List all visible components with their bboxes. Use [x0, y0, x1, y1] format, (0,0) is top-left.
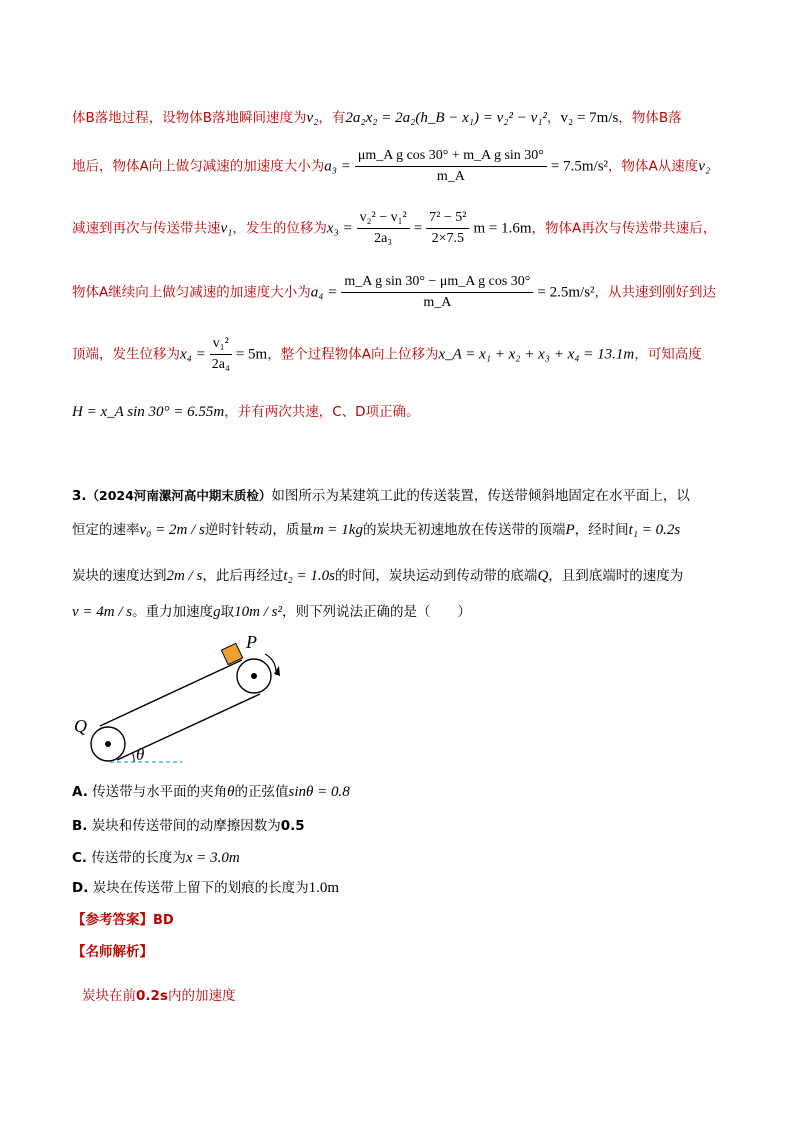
math-sin-theta: sinθ = 0.8 [288, 784, 350, 800]
math-t1: t₁ = 0.2s [628, 522, 681, 538]
answer-value: BD [153, 913, 174, 928]
text: 减速到再次与传送带共速 [72, 220, 221, 237]
fraction-numerator: μm_A g cos 30° + m_A g sin 30° [355, 148, 547, 167]
text: 传送带与水平面的夹角 [92, 784, 228, 800]
text: 顶端，发生位移为 [72, 346, 180, 363]
text: ，可知高度 [634, 346, 702, 363]
math-x4: x₄ = [180, 346, 206, 363]
math-a3: a₃ = [324, 158, 351, 175]
text: 传送带的长度为 [91, 850, 186, 866]
option-label: A. [72, 784, 88, 800]
rotation-arrowhead [274, 666, 280, 676]
option-c [72, 846, 240, 867]
math-m: m = 1kg [312, 522, 363, 538]
fraction-a3 [355, 148, 547, 185]
analysis-heading [72, 940, 153, 960]
fraction-denominator: m_A [423, 295, 452, 310]
math-time: 0.2s [136, 988, 168, 1004]
conveyor-diagram [70, 632, 310, 772]
math-result: = 5m [235, 346, 268, 363]
text: 炭块的速度达到 [72, 568, 167, 584]
math-v2: v₂ [306, 110, 319, 126]
question-3-line-4 [72, 600, 471, 621]
solution-line-1 [72, 106, 682, 127]
math-v1: v₁ [220, 220, 233, 237]
text: ，则下列说法正确的是（ ） [281, 604, 471, 620]
text: ，从共速到刚好到达 [594, 284, 717, 301]
math-result: = 2.5m/s² [537, 284, 595, 301]
fraction-denominator: 2a₃ [374, 231, 393, 246]
math-equals: = [413, 220, 423, 237]
text: ，此后再经过 [202, 568, 284, 584]
math-result: = 7.5m/s² [550, 158, 609, 175]
text: 体B落地过程，设物体B落地瞬间速度为 [72, 110, 307, 126]
solution-line-2 [72, 148, 710, 185]
text: ， [546, 110, 561, 126]
text: 内的加速度 [167, 988, 236, 1004]
solution-line-6 [72, 400, 420, 421]
math-v2-value: v₂ = 7m/s [560, 110, 619, 126]
text: 。重力加速度 [132, 604, 214, 620]
question-number: 3. [72, 488, 87, 504]
text: ，物体A从速度 [608, 158, 699, 175]
text: 炭块在前 [82, 988, 136, 1004]
text: ，发生的位移为 [232, 220, 327, 237]
math-v0: v₀ = 2m / s [139, 522, 205, 538]
math-xA: x_A = x₁ + x₂ + x₃ + x₄ = 13.1m [438, 346, 635, 363]
fraction-x3-numeric [426, 210, 469, 247]
text: 恒定的速率 [72, 522, 140, 538]
belt-upper-edge [100, 660, 242, 726]
math-a4: a₄ = [310, 284, 338, 301]
question-3-line-1 [72, 484, 690, 504]
math-g-value: 10m / s² [234, 604, 282, 620]
fraction-numerator: m_A g sin 30° − μm_A g cos 30° [341, 274, 533, 293]
conveyor-figure [70, 632, 310, 772]
solution-line-3 [72, 210, 716, 247]
text: ，有 [318, 110, 346, 126]
text: 的时间，炭块运动到传动带的底端 [334, 568, 538, 584]
text: ，并有两次共速，C、D项正确。 [224, 404, 420, 420]
text: 如图所示为某建筑工此的传送装置，传送带倾斜地固定在水平面上，以 [271, 488, 690, 504]
fraction-numerator: v₁² [210, 336, 232, 355]
text: ，且到底端时的速度为 [548, 568, 684, 584]
option-a [72, 780, 350, 801]
analysis-line-1 [82, 984, 235, 1004]
angle-arc [132, 752, 134, 762]
math-v: 2m / s [166, 568, 203, 584]
fraction-a4 [341, 274, 533, 311]
math-g: g [213, 604, 221, 620]
text: 物体A继续向上做匀减速的加速度大小为 [72, 284, 311, 301]
math-equation: 2a₂x₂ = 2a₂(h_B − x₁) = v₂² − v₁² [345, 110, 547, 126]
answer-label: 【参考答案】 [72, 912, 153, 928]
solution-line-4 [72, 274, 716, 311]
text: 的炭块无初速地放在传送带的顶端 [362, 522, 566, 538]
math-length: x = 3.0m [185, 850, 240, 866]
fraction-denominator: 2×7.5 [431, 231, 464, 246]
top-pulley-axle [251, 673, 257, 679]
text: ，物体B落 [618, 110, 682, 126]
question-3-line-2 [72, 518, 680, 539]
math-mu: 0.5 [280, 818, 305, 834]
math-scratch-length: 1.0m [308, 880, 340, 896]
bottom-pulley-axle [105, 741, 111, 747]
question-source: （2024河南漯河高中期末质检） [86, 488, 272, 503]
fraction-numerator: 7² − 5² [426, 210, 469, 229]
fraction-numerator: v₂² − v₁² [357, 210, 410, 229]
math-theta: θ [227, 784, 235, 800]
option-b [72, 814, 305, 834]
text: ，物体A再次与传送带共速后， [531, 220, 717, 237]
fraction-x4 [210, 336, 232, 373]
text: ，整个过程物体A向上位移为 [267, 346, 439, 363]
label-P: P [246, 632, 257, 652]
reference-answer [72, 908, 174, 928]
question-3-line-3 [72, 564, 683, 585]
analysis-label: 【名师解析】 [72, 944, 153, 960]
text: 炭块和传送带间的动摩擦因数为 [91, 818, 281, 834]
option-label: C. [72, 850, 88, 866]
text: 炭块在传送带上留下的划痕的长度为 [92, 880, 309, 896]
fraction-x3-symbolic [357, 210, 410, 247]
option-d [72, 876, 339, 897]
fraction-denominator: 2a₄ [211, 357, 230, 372]
math-v-final: v = 4m / s [72, 604, 133, 620]
label-theta: θ [136, 745, 145, 764]
label-Q: Q [74, 716, 87, 736]
option-label: B. [72, 818, 88, 834]
math-v2: v₂ [698, 158, 711, 175]
math-H: H = x_A sin 30° = 6.55m [72, 404, 225, 420]
text: ，经时间 [574, 522, 629, 538]
text: 地后，物体A向上做匀减速的加速度大小为 [72, 158, 325, 175]
math-Q: Q [537, 568, 549, 584]
text: 的正弦值 [234, 784, 289, 800]
option-label: D. [72, 880, 89, 896]
solution-line-5 [72, 336, 702, 373]
text: 逆时针转动，质量 [204, 522, 313, 538]
math-x3: x₃ = [326, 220, 353, 237]
math-result: m = 1.6m [473, 220, 532, 237]
math-P: P [565, 522, 575, 538]
math-t2: t₂ = 1.0s [283, 568, 335, 584]
text: 取 [220, 604, 235, 620]
fraction-denominator: m_A [436, 169, 465, 184]
